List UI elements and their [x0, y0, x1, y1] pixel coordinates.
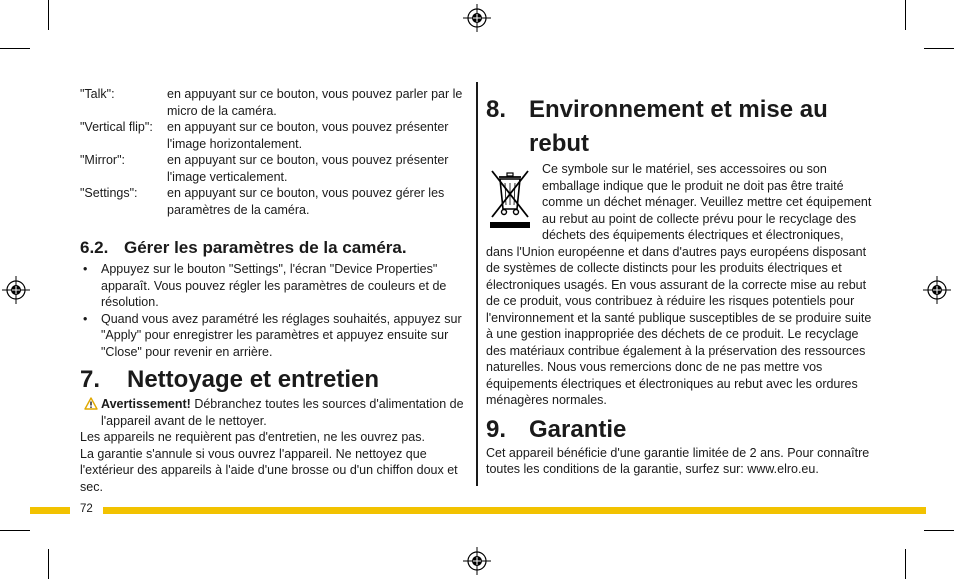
- column-divider: [476, 82, 478, 486]
- footer-accent-bar: [30, 507, 70, 514]
- crop-mark: [0, 48, 30, 49]
- right-column: [486, 86, 874, 478]
- definition-term: "Settings":: [80, 186, 138, 200]
- crop-mark: [48, 0, 49, 30]
- section-title-line1: Environnement et mise au: [529, 96, 828, 123]
- warning-label: Avertissement!: [101, 397, 191, 411]
- crop-mark: [924, 48, 954, 49]
- section-8-heading: [486, 93, 874, 161]
- section-number: 7.: [80, 366, 101, 393]
- bullet-icon: •: [83, 262, 88, 276]
- section-6-2-heading: [80, 238, 468, 258]
- section-9-heading: [486, 415, 874, 445]
- definition-term: "Talk":: [80, 87, 115, 101]
- registration-mark-icon: [923, 276, 951, 304]
- registration-mark-icon: [2, 276, 30, 304]
- paragraph: Les appareils ne requièrent pas d'entretien, ne les ouvrez pas.: [80, 430, 425, 444]
- section-title: Garantie: [529, 415, 627, 443]
- settings-definition-item: [80, 119, 468, 152]
- crossed-out-wheelie-bin-icon: [486, 165, 536, 231]
- left-column: [80, 86, 468, 495]
- crop-mark: [905, 0, 906, 30]
- section-8-body: Ce symbole sur le matériel, ses accessoires ou son emballage indique que le produit ne doit pas être traité comme un déchet ménager. Veuillez mettre cet équipement au rebut au point de collecte prévu pour le recyclage des déchets des équipements électriques et électroniques, dans l'Union européenne et dans d'autres pays européens disposant de systèmes de collecte distincts pour les produits électriques et électroniques usagés. En vous assurant de la correcte mise au rebut de ce produit, vous contribuez à réduire les risques potentiels pour l'environnement et la santé publique susceptibles de se produire suite à une gestion inappropriée des déchets de ce produit. Le recyclage des matériaux contribue également à la préservation des ressources naturelles. Nous vous remercions donc de ne pas mettre vos équipements électriques et électroniques au rebut avec les ordures ménagères normales.: [486, 162, 872, 407]
- crop-mark: [0, 530, 30, 531]
- section-number: 8.: [486, 96, 507, 123]
- warning-note: [80, 396, 468, 429]
- section-title: Nettoyage et entretien: [127, 366, 380, 393]
- definition-desc: en appuyant sur ce bouton, vous pouvez présenter l'image horizontalement.: [167, 120, 449, 151]
- registration-mark-icon: [463, 4, 491, 32]
- section-7-heading: [80, 366, 468, 394]
- section-number: 9.: [486, 415, 507, 443]
- crop-mark: [48, 549, 49, 579]
- section-6-2-list: [80, 261, 468, 360]
- paragraph: La garantie s'annule si vous ouvrez l'appareil. Ne nettoyez que l'extérieur des appareils à l'aide d'une brosse ou d'un chiffon doux et sec.: [80, 446, 458, 494]
- crop-mark: [905, 549, 906, 579]
- registration-mark-icon: [463, 547, 491, 575]
- section-title-line2: rebut: [529, 130, 589, 157]
- warning-text: Débranchez toutes les sources d'alimentation de l'appareil avant de le nettoyer.: [101, 397, 464, 428]
- list-item: • Quand vous avez paramétré les réglages souhaités, appuyez sur "Apply" pour enregistrer les paramètres et appuyez ensuite sur "Close" pour revenir en arrière.: [83, 311, 462, 359]
- page-number: 72: [80, 503, 93, 515]
- definition-desc: en appuyant sur ce bouton, vous pouvez présenter l'image verticalement.: [167, 153, 449, 184]
- settings-definition-item: [80, 185, 468, 218]
- section-title: Gérer les paramètres de la caméra.: [124, 238, 407, 257]
- settings-definition-item: [80, 152, 468, 185]
- settings-definition-item: [80, 86, 468, 119]
- warning-triangle-icon: [84, 397, 98, 410]
- list-item: • Appuyez sur le bouton "Settings", l'écran "Device Properties" apparaît. Vous pouvez régler les paramètres de couleurs et de résolution.: [83, 262, 447, 309]
- section-number: 6.2.: [80, 238, 109, 257]
- footer-accent-bar: [103, 507, 926, 514]
- definition-term: "Mirror":: [80, 153, 125, 167]
- bullet-icon: •: [83, 311, 88, 326]
- definition-desc: en appuyant sur ce bouton, vous pouvez parler par le micro de la caméra.: [167, 87, 463, 118]
- section-9-body: Cet appareil bénéficie d'une garantie limitée de 2 ans. Pour connaître toutes les conditions de la garantie, surfez sur: www.elro.eu.: [486, 445, 870, 476]
- definition-desc: en appuyant sur ce bouton, vous pouvez gérer les paramètres de la caméra.: [167, 186, 445, 217]
- definition-term: "Vertical flip":: [80, 120, 153, 134]
- crop-mark: [924, 530, 954, 531]
